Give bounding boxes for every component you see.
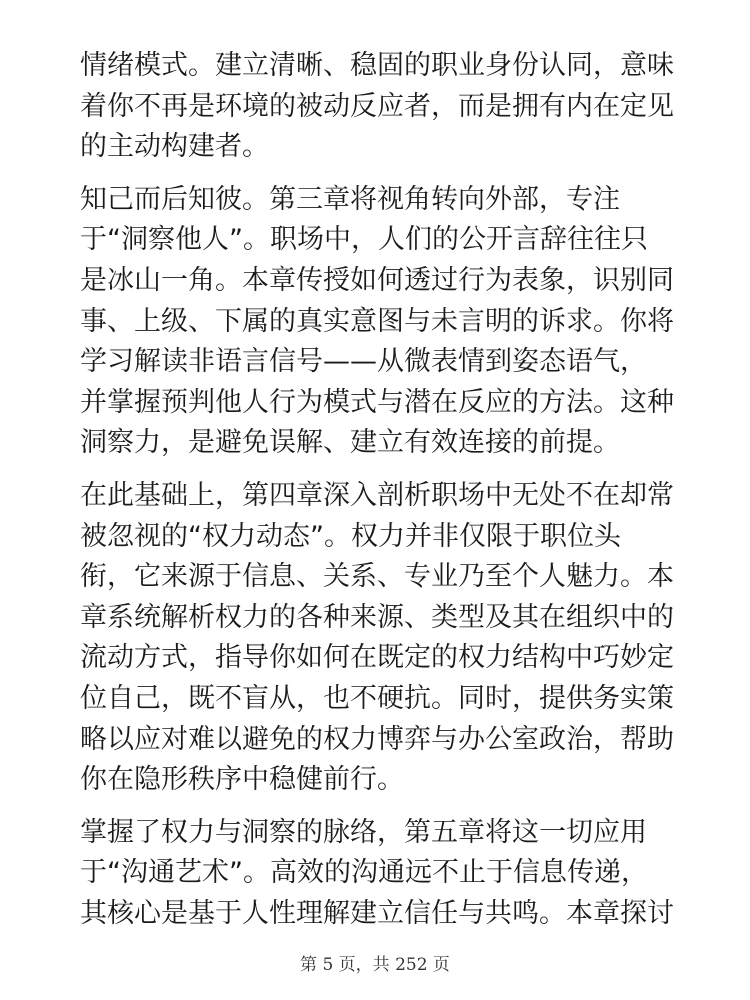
text-line: 着你不再是环境的被动反应者，而是拥有内在定见 (80, 90, 674, 122)
paragraph-2 (80, 180, 680, 464)
text-line: 并掌握预判他人行为模式与潜在反应的方法。这种 (80, 386, 674, 418)
text-line: 是冰山一角。本章传授如何透过行为表象，识别同 (80, 264, 674, 296)
paragraph-4 (80, 813, 680, 935)
text-line: 流动方式，指导你如何在既定的权力结构中巧妙定 (80, 642, 674, 674)
text-line: 略以应对难以避免的权力博弈与办公室政治，帮助 (80, 723, 674, 755)
text-line: 章系统解析权力的各种来源、类型及其在组织中的 (80, 601, 674, 633)
text-line: 学习解读非语言信号——从微表情到姿态语气， (80, 346, 647, 378)
text-line: 于“沟通艺术”。高效的沟通远不止于信息传递， (80, 857, 648, 889)
text-line: 你在隐形秩序中稳健前行。 (80, 764, 404, 796)
text-line: 掌握了权力与洞察的脉络，第五章将这一切应用 (80, 816, 647, 848)
text-line: 于“洞察他人”。职场中，人们的公开言辞往往只 (80, 224, 648, 256)
text-line: 其核心是基于人性理解建立信任与共鸣。本章探讨 (80, 897, 674, 929)
text-line: 知己而后知彼。第三章将视角转向外部，专注 (80, 183, 620, 215)
text-line: 在此基础上，第四章深入剖析职场中无处不在却常 (80, 479, 674, 511)
body-text (80, 46, 680, 946)
page-number: 第 5 页，共 252 页 (300, 955, 450, 975)
text-line: 的主动构建者。 (80, 131, 269, 163)
paragraph-1 (80, 46, 680, 168)
text-line: 洞察力，是避免误解、建立有效连接的前提。 (80, 427, 620, 459)
text-line: 事、上级、下属的真实意图与未言明的诉求。你将 (80, 305, 674, 337)
paragraph-3 (80, 476, 680, 801)
text-line: 位自己，既不盲从，也不硬抗。同时，提供务实策 (80, 682, 674, 714)
text-line: 衔，它来源于信息、关系、专业乃至个人魅力。本 (80, 561, 674, 593)
text-line: 情绪模式。建立清晰、稳固的职业身份认同，意味 (80, 50, 674, 81)
text-line: 被忽视的“权力动态”。权力并非仅限于职位头 (80, 520, 621, 552)
